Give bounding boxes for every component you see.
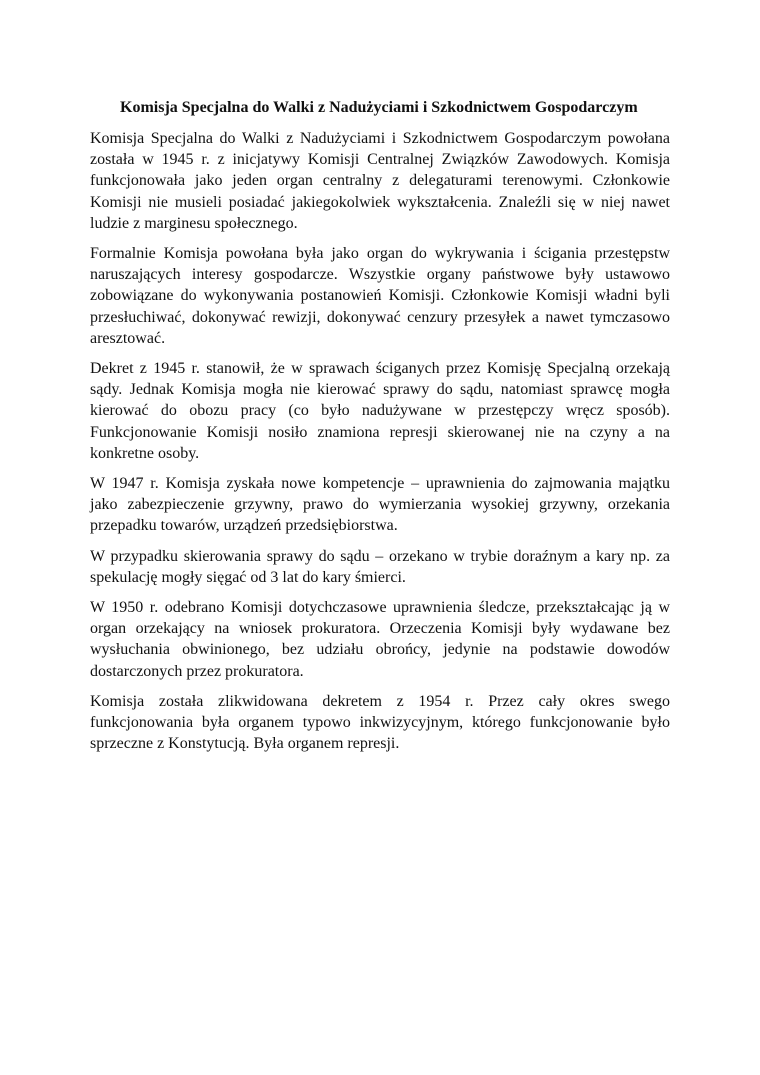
document-body <box>90 97 670 763</box>
paragraph-founding: Komisja Specjalna do Walki z Nadużyciami i Szkodnictwem Gospodarczym powołana została w 1945 r. z inicjatywy Komisji Centralnej Związków Zawodowych. Komisja funkcjonowała jako jeden organ centralny z delegaturami terenowymi. Członkowie Komisji nie musieli posiadać jakiegokolwiek wykształcenia. Znaleźli się w niej nawet ludzie z marginesu społecznego. <box>90 130 670 232</box>
paragraph-1947-competences: W 1947 r. Komisja zyskała nowe kompetencje – uprawnienia do zajmowania majątku jako zabezpieczenie grzywny, prawo do wymierzania wysokiej grzywny, orzekania przepadku towarów, urządzeń przedsiębiorstwa. <box>90 475 670 535</box>
paragraph-powers: Formalnie Komisja powołana była jako organ do wykrywania i ścigania przestępstw naruszających interesy gospodarcze. Wszystkie organy państwowe były ustawowo zobowiązane do wykonywania postanowień Komisji. Członkowie Komisji władni byli przesłuchiwać, dokonywać rewizji, dokonywać cenzury przesyłek a nawet tymczasowo aresztować. <box>90 245 670 347</box>
paragraph-liquidation: Komisja została zlikwidowana dekretem z 1954 r. Przez cały okres swego funkcjonowania była organem typowo inkwizycyjnym, którego funkcjonowanie było sprzeczne z Konstytucją. Była organem represji. <box>90 692 670 753</box>
paragraph-1950-changes: W 1950 r. odebrano Komisji dotychczasowe uprawnienia śledcze, przekształcając ją w organ orzekający na wniosek prokuratora. Orzeczenia Komisji były wydawane bez wysłuchania obwinionego, bez udziału obrońcy, jedynie na podstawie dowodów dostarczonych przez prokuratora. <box>90 599 670 680</box>
document-title: Komisja Specjalna do Walki z Nadużyciami i Szkodnictwem Gospodarczym <box>120 99 638 116</box>
paragraph-court-referral: W przypadku skierowania sprawy do sądu – orzekano w trybie doraźnym a kary np. za spekulację mogły sięgać od 3 lat do kary śmierci. <box>90 547 670 586</box>
paragraph-decree-1945: Dekret z 1945 r. stanowił, że w sprawach ściganych przez Komisję Specjalną orzekają sądy. Jednak Komisja mogła nie kierować sprawy do sądu, natomiast sprawcę mogła kierować do obozu pracy (co było nadużywane w przestępczy wręcz sposób). Funkcjonowanie Komisji nosiło znamiona represji skierowanej nie na czyny a na konkretne osoby. <box>90 360 670 462</box>
